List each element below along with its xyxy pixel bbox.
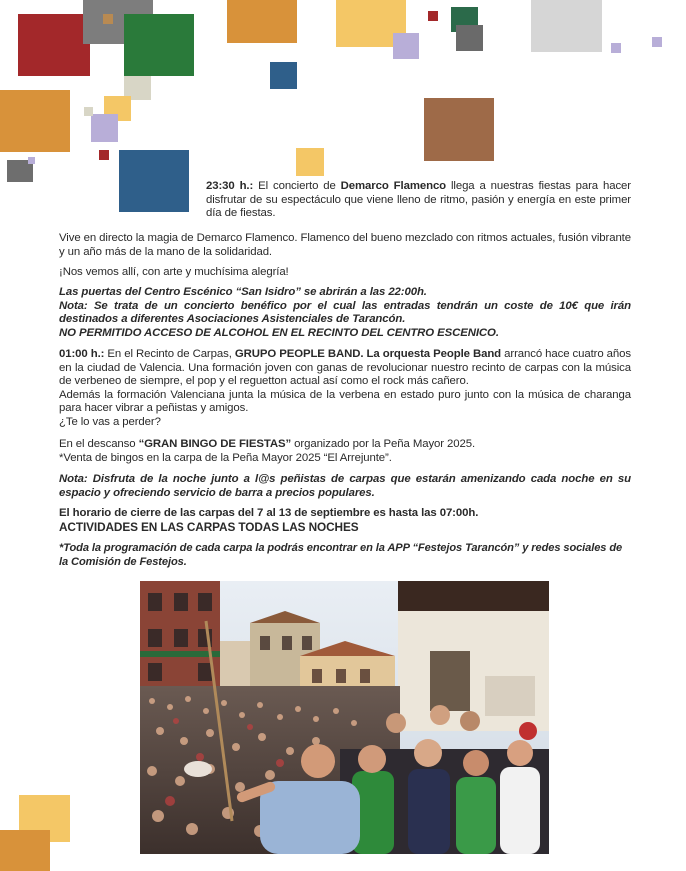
note-alcohol: NO PERMITIDO ACCESO DE ALCOHOL EN EL RECINTO DEL CENTRO ESCENICO. <box>59 326 499 339</box>
decor-square <box>99 150 109 160</box>
band-text-3: Además la formación Valenciana junta la música de la verbena en estado puro junto con la música de charanga para hacer vibrar a peñistas y amigos. <box>59 388 631 415</box>
decor-square <box>119 150 189 212</box>
time-0100: 01:00 h.: <box>59 348 105 360</box>
decor-square <box>296 148 324 176</box>
concert-text-1: El concierto de <box>253 180 341 192</box>
activities-heading: ACTIVIDADES EN LAS CARPAS TODAS LAS NOCHES <box>59 519 359 534</box>
decor-square <box>28 157 35 164</box>
decor-square <box>424 98 494 161</box>
decor-square <box>270 62 297 89</box>
note-carpas <box>59 473 631 500</box>
bingo-text-1: En el descanso <box>59 438 139 450</box>
decor-square <box>611 43 621 53</box>
paragraph-demarco-text: Vive en directo la magia de Demarco Flamenco. Flamenco del bueno mezclado con ritmos actuales, fusión vibrante y un año más de la mano de la solidaridad. <box>59 232 631 258</box>
decor-square <box>227 0 297 43</box>
note-doors: Las puertas del Centro Escénico “San Isidro” se abrirán a las 22:00h. <box>59 286 427 298</box>
decor-square <box>428 11 438 21</box>
decor-square <box>456 25 483 51</box>
decor-square <box>124 14 194 76</box>
footnote-app <box>59 542 631 569</box>
concert-intro <box>206 180 631 221</box>
paragraph-demarco <box>59 232 631 259</box>
note-carpas-text: Nota: Disfruta de la noche junto a l@s peñistas de carpas que estarán amenizando cada noche en su espacio y ofreciendo servicio de barra a precios populares. <box>59 473 631 499</box>
footnote-app-text: *Toda la programación de cada carpa la podrás encontrar en la APP “Festejos Tarancón” y redes sociales de la Comisión de Festejos. <box>59 542 623 568</box>
artist-name: Demarco Flamenco <box>340 180 447 192</box>
note-charity: Nota: Se trata de un concierto benéfico por el cual las entradas tendrán un coste de 10€ que irán destinados a diferentes Asociaciones Asistenciales de Tarancón. <box>59 299 631 326</box>
people-band-section <box>59 348 631 430</box>
band-name: GRUPO PEOPLE BAND. La orquesta People Band <box>234 348 502 360</box>
decor-square <box>0 830 50 871</box>
decor-square <box>91 114 118 142</box>
closing-hours <box>59 507 631 534</box>
bingo-text-2: organizado por la Peña Mayor 2025. <box>291 438 476 450</box>
decor-square <box>84 107 93 116</box>
greeting-text: ¡Nos vemos allí, con arte y muchísima alegría! <box>59 266 289 278</box>
band-text-2: arrancó hace cuatro años en la ciudad de Valencia. Una formación joven con ganas de revolucionar nuestro recinto de carpas con la música de verbeneo de siempre, el pop y el reguetton actual así como el rock más cañero. <box>59 348 631 388</box>
decor-square <box>0 90 70 152</box>
decor-square <box>18 14 90 76</box>
paragraph-greeting <box>59 266 631 280</box>
concert-text-2: llega a nuestras fiestas para hacer disfrutar de su espectáculo que viene lleno de ritmo, pasión y energía en este primer día de fiestas. <box>206 180 631 220</box>
time-2330: 23:30 h.: <box>206 180 254 192</box>
decor-square <box>531 0 602 52</box>
bingo-sales-note: *Venta de bingos en la carpa de la Peña Mayor 2025 “El Arrejunte”. <box>59 451 392 464</box>
decor-square <box>652 37 662 47</box>
band-text-1: En el Recinto de Carpas, <box>104 348 235 360</box>
band-question: ¿Te lo vas a perder? <box>59 415 161 428</box>
decor-square <box>393 33 419 59</box>
decor-square <box>103 14 113 24</box>
crowd-photo-illustration <box>140 581 549 854</box>
bingo-title: “GRAN BINGO DE FIESTAS” <box>138 438 292 450</box>
closing-hours-text: El horario de cierre de las carpas del 7 al 13 de septiembre es hasta las 07:00h. <box>59 507 479 519</box>
bingo-section <box>59 438 631 465</box>
crowd-photo <box>140 581 549 854</box>
note-concert <box>59 286 631 340</box>
